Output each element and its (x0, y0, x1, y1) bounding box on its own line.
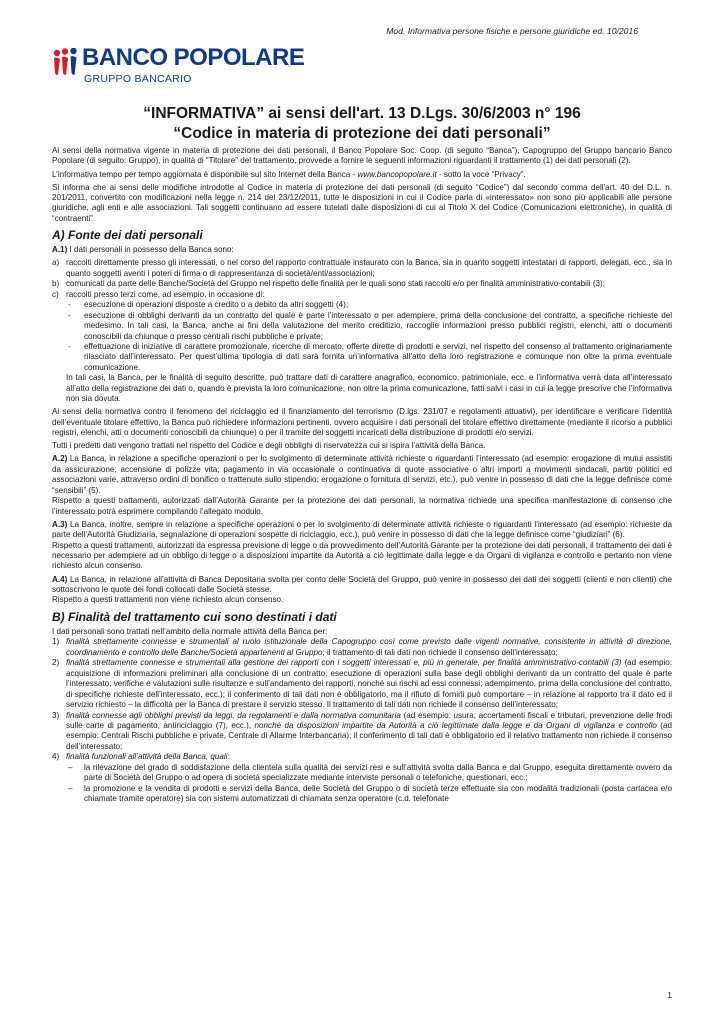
purpose-3-text: (ad esempio: usura; accertamenti fiscali e tributari, prevenzione delle frodi sulle carte di pagamento, antiriciclaggio (7), ecc.), (66, 710, 672, 730)
bank-website-link[interactable]: www.bancopopolare.it (357, 169, 437, 179)
a1-label: A.1) (52, 245, 68, 255)
a3-text: La Banca, inoltre, sempre in relazione a specifiche operazioni o per lo svolgimento di determinate attività richieste o riguardanti l’interessato (ad esempio: richieste da parte dell’Autorità Giudiziaria, segnalazione di operazioni sospette di riciclaggio, ecc.), può venire in possesso di dati che la legge definisce come “giudiziari” (6). (52, 519, 672, 540)
dash-marker: – (68, 762, 73, 772)
list-item (52, 658, 672, 710)
list-item (52, 637, 672, 658)
sub-list-item (52, 311, 672, 342)
confidentiality-paragraph: Tutti i predetti dati vengono trattati nel rispetto del Codice e degli obblighi di riservatezza cui si ispira l’attività della Banca. (52, 441, 486, 451)
list-item (52, 258, 672, 279)
sub-list-item (52, 300, 672, 310)
intro-p2-text: L’informativa tempo per tempo aggiornata è disponibile sul sito Internet della Banca - (52, 169, 358, 179)
list-marker: a) (52, 258, 60, 268)
list-item (52, 711, 672, 753)
list-marker: 4) (52, 752, 60, 762)
purpose-3-italic: finalità connesse agli obblighi previsti da leggi, da regolamenti e dalla normativa comunitaria (66, 710, 401, 720)
logo-word-popolare: POPOLARE (173, 44, 305, 71)
sub-list-item-text: la rilevazione del grado di soddisfazione della clientela sulla qualità dei servizi resi e sull’attività svolta dalla Banca e dal Gruppo, eseguita direttamente ovvero da parte di Società del Gruppo o ad opera di società specializzate mediante interviste personali o telefoniche, questionari, ecc.; (84, 762, 672, 783)
after-sub-list: In tali casi, la Banca, per le finalità di seguito descritte, può trattare dati di carattere anagrafico, economico, patrimoniale, ecc. e l’informativa verrà data all’interessato all’atto della registrazione dei dati o, quando è prevista la loro comunicazione, non oltre la prima comunicazione, fatti salvi i casi in cui la legge prescrive che l’informativa non sia dovuta. (66, 373, 672, 404)
a4-follow: Rispetto a questi trattamenti non viene richiesto alcun consenso. (52, 595, 284, 605)
list-item-text: raccolti direttamente presso gli interessati, o nel corso del rapporto contrattuale instaurato con la Banca, sia in quanto soggetti intestatari di rapporti, delegati, ecc., sia in quanto soggetti aventi i poteri di firma o di rappresentanza di società/enti/associazioni; (66, 258, 672, 278)
intro-p2-tail: - sotto la voce “Privacy”. (436, 169, 526, 179)
a3-label: A.3) (52, 519, 68, 529)
list-item-text: comunicati da parte delle Banche/Società del Gruppo nel rispetto delle finalità per le quali sono stati raccolti e/o per finalità amministrativo-contabili (3); (66, 279, 605, 289)
form-version-note: Mod. Informativa persone fisiche e persone giuridiche ed. 10/2016 (386, 26, 638, 36)
dash-marker: - (68, 310, 71, 320)
logo-word-banco: BANCO (82, 44, 168, 71)
sub-list-item (52, 342, 672, 373)
list-item (52, 290, 672, 300)
list-marker: c) (52, 289, 59, 299)
sub-list-item-text: esecuzione di obblighi derivanti da un contratto del quale è parte l’interessato o per adempiere, prima della conclusione del contratto, a specifiche richieste del medesimo. In tali casi, la Banca, anche ai fini della valutazione del merito creditizio, raccoglie informazioni presso pubblici registri, elenchi, atti o documenti conoscibili da chiunque o presso centrali rischi pubbliche e private; (84, 310, 672, 341)
dash-marker: – (68, 783, 73, 793)
a4-paragraph (52, 575, 672, 596)
a4-text: La Banca, in relazione all’attività di Banca Depositaria svolta per conto delle Società del Gruppo, può venire in possesso dei dati dei soggetti (clienti e non clienti) che sottoscrivono le quote dei fondi collocati dalle Società stesse. (52, 574, 672, 594)
logo-subtitle: GRUPPO BANCARIO (84, 73, 192, 85)
purpose-1-text: ; il trattamento di tali dati non richiede il consenso dell’interessato; (322, 647, 558, 657)
a2-follow: Rispetto a questi trattamenti, autorizzati dall’Autorità Garante per la protezione dei dati personali, la normativa richiede una specifica manifestazione di consenso che l’interessato potrà esprimere compilando l’allegato modulo. (52, 496, 672, 516)
list-marker: 2) (52, 658, 60, 668)
section-b-intro: I dati personali sono trattati nell’ambito della normale attività della Banca per: (52, 626, 328, 636)
intro-paragraph-3: Si informa che ai sensi delle modifiche introdotte al Codice in materia di protezione dei dati personali (di seguito “Codice”) dal secondo comma dell'art. 40 del D.L. n. 201/2011, convertito con modificazioni nella legge n. 214 del 23/12/2011, tutte le disposizioni in cui il Codice parla di «interessato» non sono più applicabili alle persone giuridiche, agli enti e alle associazioni. Tali soggetti continuano ad essere tutelati dalle disposizioni di cui al Titolo X del Codice (Comunicazioni elettroniche), in qualità di “contraenti”. (52, 182, 672, 223)
list-marker: 3) (52, 710, 60, 720)
sub-list-item-text: esecuzione di operazioni disposte a credito o a debito da altri soggetti (4); (84, 300, 349, 310)
bank-logo (52, 44, 305, 86)
section-b-heading: B) Finalità del trattamento cui sono destinati i dati (52, 609, 337, 624)
dash-marker: - (68, 342, 71, 352)
section-a-heading: A) Fonte dei dati personali (52, 228, 203, 243)
a4-label: A.4) (52, 574, 68, 584)
document-body (52, 146, 672, 805)
title-line-2: “Codice in materia di protezione dei dati personali” (173, 125, 551, 142)
list-item (52, 279, 672, 289)
intro-paragraph-1: Ai sensi della normativa vigente in materia di protezione dei dati personali, il Banco Popolare Soc. Coop. (di seguito “Banca”), Capogruppo del Gruppo bancario Banco Popolare (di seguito: Gruppo), in qualità di “Titolare” del trattamento, provvede a fornire le seguenti informazioni riguardanti il trattamento (1) dei dati personali (2). (52, 146, 672, 166)
dash-marker: - (68, 300, 71, 310)
a3-paragraph (52, 520, 672, 541)
logo-wordmark (82, 44, 304, 72)
sub-list-item-text: effettuazione di iniziative di carattere promozionale, ricerche di mercato, offerte dirette di prodotti e servizi, nel rispetto del consenso al trattamento originariamente rilasciato dall’interessato. Per quest’ultima tipologia di dati sarà fornita un’informativa all’atto della loro registrazione e comunque non oltre la prima eventuale comunicazione. (84, 342, 672, 372)
page-number: 1 (667, 990, 672, 1000)
purpose-1-italic: finalità strettamente connesse e strumentali al ruolo istituzionale della Capogruppo così come previsto dalle vigenti normative, consistente in attività di direzione, coordinamento e controllo delle Banche/Società appartenenti al Gruppo (66, 637, 672, 657)
intro-paragraph-2 (52, 170, 672, 180)
document-title (52, 104, 672, 144)
a3-follow: Rispetto a questi trattamenti, autorizzati da espressa previsione di legge o da provvedimento dell’Autorità Garante per la protezione dei dati personali, il trattamento dei dati è necessario per adempiere ad un obbligo di legge o a disposizioni impartite da Autorità a ciò legittimate dalla legge e da Organi di vigilanza e controllo e pertanto non viene richiesto alcun consenso. (52, 540, 672, 571)
purpose-2-italic: finalità strettamente connesse e strumentali alla gestione dei rapporti con i soggetti interessati e, più in generale, per finalità amministrativo-contabili (3) (66, 658, 622, 668)
list-marker: b) (52, 279, 60, 289)
list-item (52, 752, 672, 762)
title-line-1: “INFORMATIVA” ai sensi dell'art. 13 D.Lgs. 30/6/2003 n° 196 (143, 105, 581, 122)
sub-list-item-text: la promozione e la vendita di prodotti e servizi della Banca, delle Società del Gruppo o di società terze effettuate sia con modalità tradizionali (posta cartacea e/o chiamate tramite operatore) sia con sistemi automatizzati di chiamata senza operatore (c.d. telefonate (84, 783, 672, 804)
a2-paragraph (52, 454, 672, 496)
list-marker: 1) (52, 637, 60, 647)
logo-figures-icon (52, 48, 80, 78)
purpose-4-italic: finalità funzionali all’attività della Banca, quali: (66, 752, 230, 762)
sub-list-item (52, 763, 672, 784)
a2-text: La Banca, in relazione a specifiche operazioni o per lo svolgimento di determinate attività richieste o riguardanti l’interessato (ad esempio: erogazione di mutui assistiti da assicurazione; accensione di polizze vita; pagamento in via occasionale o continuativa di quote associative o altri importi a movimenti sindacali, partiti politici ed associazioni varie, attraverso ordini di bonifico o trattenute sullo stipendio; erogazione o fornitura di servizi, etc.), può venire in possesso di dati che la legge definisce come “sensibili” (5). (52, 454, 672, 495)
sub-list-item (52, 784, 672, 805)
a2-label: A.2) (52, 454, 68, 464)
purpose-3-italic-2: nonché da disposizioni impartite da Autorità a ciò legittimate dalla legge e da Organi di vigilanza e controllo (251, 720, 657, 730)
purpose-2-text: (ad esempio: acquisizione di informazioni preliminari alla conclusione di un contratto; esecuzione di operazioni sulla base degli obblighi derivanti da un contratto del quale è parte l’interessato; verifiche e valutazioni sulle risultanze e sull’andamento dei rapporti, nonché sui rischi ad essi connessi; adempimento, prima della conclusione del contratto, di specifiche richieste dell’interessato, ecc.); il conferimento di tali dati non è obbligatorio, ma il rifiuto di fornirli può comportare – in relazione al rapporto tra il dato ed il servizio richiesto – la difficoltà per la Banca di prestare il servizio stesso. Il trattamento di tali dati non richiede il consenso dell’interessato; (66, 658, 672, 710)
a1-intro (52, 245, 672, 255)
a1-text: I dati personali in possesso della Banca sono: (67, 245, 234, 255)
anti-money-laundering-paragraph: Ai sensi della normativa contro il fenomeno del riciclaggio ed il finanziamento del terrorismo (D.lgs. 231/07 e regolamenti attuativi), per identificare e verificare l’identità dell’eventuale titolare effettivo, la Banca può richiedere informazioni pertinenti, ovvero acquisire i dati personali del titolare effettivo direttamente (mediante il ricorso a pubblici registri, elenchi, atti o documenti conoscibili da chiunque) o per il tramite dei soggetti incaricati della distribuzione di prodotti e/o servizi. (52, 407, 672, 438)
purpose-3-tail: (ad esempio: Centrali Rischi pubbliche e private, Centrale di Allarme Interbancaria); il conferimento di tali dati è obbligatorio ed il relativo trattamento non richiede il consenso dell’interessato; (66, 720, 672, 751)
list-item-text: raccolti presso terzi come, ad esempio, in occasione di: (66, 289, 265, 299)
